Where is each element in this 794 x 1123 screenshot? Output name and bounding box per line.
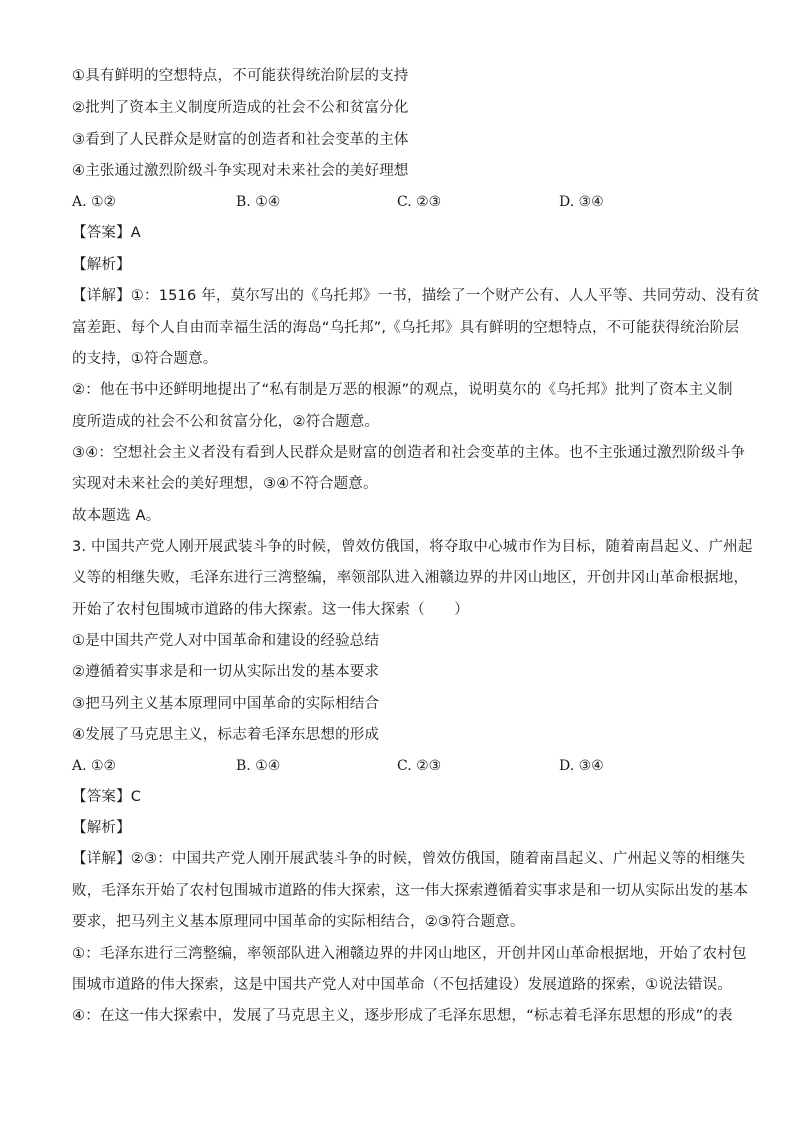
option-2: ②批判了资本主义制度所造成的社会不公和贫富分化	[72, 100, 409, 116]
answer-choices	[72, 192, 732, 212]
option-4: ④发展了马克思主义，标志着毛泽东思想的形成	[72, 727, 380, 743]
choice-a: A. ①②	[72, 758, 117, 774]
detail-line: 的支持，①符合题意。	[72, 351, 218, 367]
answer-label: 【答案】A	[72, 225, 141, 241]
detail-line: 实现对未来社会的美好理想，③④不符合题意。	[72, 476, 378, 492]
question-stem-line: 3. 中国共产党人刚开展武装斗争的时候，曾效仿俄国，将夺取中心城市作为目标，随着南昌起义、广州起	[72, 539, 753, 555]
detail-line: 败，毛泽东开始了农村包围城市道路的伟大探索，这一伟大探索遵循着实事求是和一切从实际出发的基本	[72, 883, 749, 899]
question-stem-line: 开始了农村包围城市道路的伟大探索。这一伟大探索（ ）	[72, 602, 469, 618]
analysis-label: 【解析】	[72, 820, 131, 836]
option-4: ④主张通过激烈阶级斗争实现对未来社会的美好理想	[72, 163, 409, 179]
detail-line: ①：毛泽东进行三湾整编，率领部队进入湘赣边界的井冈山地区，开创井冈山革命根据地，开始了农村包	[72, 946, 747, 962]
analysis-label: 【解析】	[72, 257, 131, 273]
option-3: ③看到了人民群众是财富的创造者和社会变革的主体	[72, 132, 409, 148]
detail-line: ④：在这一伟大探索中，发展了马克思主义，逐步形成了毛泽东思想，“标志着毛泽东思想的形成”的表	[72, 1008, 733, 1024]
detail-line: 富差距、每个人自由而幸福生活的海岛“乌托邦”,《乌托邦》具有鲜明的空想特点，不可能获得统治阶层	[72, 320, 740, 336]
detail-line: 【详解】②③：中国共产党人刚开展武装斗争的时候，曾效仿俄国，随着南昌起义、广州起义等的相继失	[72, 851, 746, 867]
option-2: ②遵循着实事求是和一切从实际出发的基本要求	[72, 664, 380, 680]
answer-choices	[72, 756, 732, 776]
detail-line: 【详解】①：1516 年，莫尔写出的《乌托邦》一书，描绘了一个财产公有、人人平等、共同劳动、没有贫	[72, 288, 760, 304]
detail-line: 要求，把马列主义基本原理同中国革命的实际相结合，②③符合题意。	[72, 914, 525, 930]
option-1: ①具有鲜明的空想特点，不可能获得统治阶层的支持	[72, 68, 409, 84]
choice-a: A. ①②	[72, 194, 117, 210]
detail-line: ②：他在书中还鲜明地提出了“私有制是万恶的根源”的观点，说明莫尔的《乌托邦》批判了资本主义制	[72, 382, 733, 398]
detail-line: 度所造成的社会不公和贫富分化，②符合题意。	[72, 414, 380, 430]
detail-line: 围城市道路的伟大探索，这是中国共产党人对中国革命（不包括建设）发展道路的探索，①说法错误。	[72, 977, 732, 993]
choice-c: C. ②③	[397, 758, 442, 774]
choice-d: D. ③④	[559, 758, 604, 774]
detail-line: 故本题选 A。	[72, 508, 161, 524]
detail-line: ③④：空想社会主义者没有看到人民群众是财富的创造者和社会变革的主体。也不主张通过激烈阶级斗争	[72, 445, 746, 461]
option-1: ①是中国共产党人对中国革命和建设的经验总结	[72, 633, 380, 649]
question-stem-line: 义等的相继失败，毛泽东进行三湾整编，率领部队进入湘赣边界的井冈山地区，开创井冈山革命根据地，	[72, 570, 749, 586]
choice-d: D. ③④	[559, 194, 604, 210]
choice-b: B. ①④	[236, 758, 281, 774]
option-3: ③把马列主义基本原理同中国革命的实际相结合	[72, 696, 380, 712]
choice-b: B. ①④	[236, 194, 281, 210]
choice-c: C. ②③	[397, 194, 442, 210]
answer-label: 【答案】C	[72, 789, 142, 805]
